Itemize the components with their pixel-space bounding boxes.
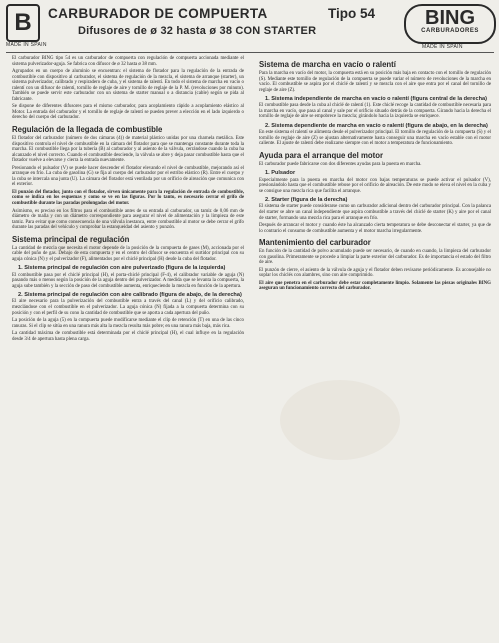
b-logo-icon <box>6 4 40 42</box>
document-subtitle: Difusores de ø 32 hasta ø 38 CON STARTER <box>78 25 317 37</box>
document-title: CARBURADOR DE COMPUERTA <box>48 6 268 21</box>
model-type: Tipo 54 <box>328 6 376 21</box>
page-header <box>6 4 494 52</box>
paragraph: En este sistema el ralentí se alimenta desde el pulverizador principal. El tornillo de regulación de la compuerta (S) y el tornillo de reglaje de aire (Z) se ajustan alternativamente hasta conseguir una marcha en vacío estable con el motor caliente. El ajuste de ralentí debe realizarse siempre con el motor a temperatura de funcionamiento. <box>259 130 491 147</box>
paragraph-bold: El aire que penetra en el carburador debe estar completamente limpio. Solamente las piezas originales BING aseguran un funcionamiento correcto del carburador. <box>259 280 491 292</box>
paragraph: El punzón de cierre, el asiento de la válvula de aguja y el flotador deben revisarse periódicamente. Es aconsejable no soplar los chiclés con alambres, sino con aire comprimido. <box>259 267 491 279</box>
logo-letter: B <box>14 9 32 36</box>
bing-logo-icon <box>404 4 496 44</box>
made-in-spain-right: MADE IN SPAIN <box>422 44 463 50</box>
paragraph: El combustible pasa por el chiclé principal (H), el porta-chiclé principal (F-4), el calibrador variable de aguja (N) pasando más o menos según la posición de la aguja dentro del pulverizador. A medida que se levanta la compuerta, la aguja sube también y la sección de paso del combustible aumenta, enriqueciendo la mezcla en función de la apertura. <box>12 272 244 289</box>
paragraph: En función de la cantidad de polvo acumulado puede ser necesario, de cuando en cuando, la limpieza del carburador con gasolina. Primeramente se procede a limpiar la parte exterior del carburador. Es de importancia el estado del filtro de aire. <box>259 249 491 266</box>
paragraph: Asimismo, es preciso en los filtros para el combustible antes de su entrada al carburador, un tamiz de 0,06 mm de diámetro de malla y con un diámetro correspondiente para asegurar el nivel de alimentación y la limpieza de este tamiz. Para evitar que como consecuencia de una válvula inestanca, entre combustible al motor se debe cerrar el grifo durante las paradas del vehículo y comprobar la estanqueidad del asiento y punzón. <box>12 208 244 231</box>
paragraph: Agrupados en un cuerpo de aluminio se encuentran: el sistema de flotador para la regulación de la entrada de combustible con dispositivo al carburador, el sistema de regulación de la mezcla, el sistema de arranque (starter), un sistema pulverizador, calibrado y respiradero de cuba, y el sistema de ralentí. En todo el sistema de marcha en vacío o ralentí con un difusor de ralentí, tornillo de reglaje de aire y tornillo de reglaje de la P. M. (revoluciones por minuto). También se puede servir este carburador con un sistema de starter manual o a distancia (cable) según se pida al fabricante. <box>12 69 244 102</box>
paragraph: Después de arrancar el motor y cuando éste ha alcanzado cierta temperatura se debe desconectar el starter, ya que de lo contrario el consumo de combustible aumenta y el motor marcha irregularmente. <box>259 223 491 234</box>
paragraph: El carburador puede fabricarse con dos diferentes ayudas para la puesta en marcha. <box>259 161 422 167</box>
paragraph: Se dispone de diferentes difusores para el mismo carburador, para acoplamiento rápido a acoplamiento elástico al Motor. La entrada del carburador y el tornillo de reglaje de ralentí se pueden prever a elección en el lado izquierdo o derecho del cuerpo del carburador. <box>12 104 244 121</box>
section-heading: Sistema de marcha en vacío o ralentí <box>259 60 396 69</box>
brand-name: BING <box>425 7 475 29</box>
left-column <box>12 56 244 344</box>
brand-subtitle: CARBURADORES <box>421 28 479 34</box>
subsection-heading: 1. Sistema independiente de marcha en vacío o ralentí (figura central de la derecha) <box>265 96 487 103</box>
paragraph: El aire necesario para la pulverización del combustible entra a través del canal (L) y del orificio calibrado, mezclándose con el combustible en el pulverizador. La aguja cónica (N) fijada a la compuerta determina con su posición y con el perfil de su cono la cantidad de combustible que se aporta a cada apertura del puño. <box>12 299 244 316</box>
made-in-spain-left: MADE IN SPAIN <box>6 42 47 48</box>
subsection-heading: 1. Sistema principal de regulación con aire pulverizado (figura de la izquierda) <box>18 265 226 272</box>
paragraph: Para la marcha en vacío del motor, la compuerta está en su posición más baja en contacto con el tornillo de regulación (S). Mediante este tornillo de regulación de la compuerta se puede variar el número de revoluciones de la marcha en vacío. El combustible se aspira por el chiclé de ralentí y se mezcla con el aire que entra por el canal del tornillo de reglaje de aire (Z). <box>259 71 491 93</box>
paragraph: El carburador BING tipo 54 es un carburador de compuerta con regulación de compuerta accionada mediante el sistema pulverizador-aguja. Se fabrica con difusor de ø 32 hasta ø 38 mm. <box>12 56 244 67</box>
paragraph: El sistema de starter puede considerarse como un carburador adicional dentro del carburador principal. Con la palanca del starter se abre un canal independiente que aspira combustible a través del chiclé de starter (K) y aire por el canal de starter, formando una mezcla rica para el arranque en frío. <box>259 204 491 221</box>
subsection-heading: 2. Starter (figura de la derecha) <box>265 197 348 204</box>
section-heading: Regulación de la llegada de combustible <box>12 125 163 135</box>
paragraph: La cantidad máxima de combustible está determinada por el chiclé principal (H), el cual influye en la regulación desde 3/4 de apertura hasta plena carga. <box>12 331 244 342</box>
section-heading: Mantenimiento del carburador <box>259 238 371 248</box>
side-imprint <box>2 480 10 630</box>
paragraph: La posición de la aguja (5) en la compuerta puede modificarse mediante el clip de retención (T) en una de las cinco ranuras. Si el clip se sitúa en una ranura más alta la mezcla resulta más pobre; en una ranura más baja, más rica. <box>12 318 244 329</box>
paragraph: El flotador del carburador (número de dos cámaras (4)) de material plástico unidas por una charnela metálica. Este dispositivo controla el nivel de combustible en la cámara del flotador para que se mantenga constante durante toda la marcha. El combustible llega por la tubería (B) al carburador y al asiento de la válvula, cerrándose cuando la cuba ha alcanzado el nivel correcto. Cuando el combustible desciende, la válvula se abre y deja pasar combustible hasta que el flotador vuelve a elevarse y cierra la entrada nuevamente. <box>12 136 244 164</box>
subsection-heading: 1. Pulsador <box>265 170 296 177</box>
right-column <box>259 56 491 294</box>
header-divider <box>6 52 494 53</box>
subsection-heading: 2. Sistema principal de regulación con aire calibrado (figura de abajo, de la derecha) <box>18 292 242 299</box>
paragraph: Presionando el pulsador (V) se puede hacer descender el flotador elevando el nivel de combustible, mejorando así el arranque en frío. La cuba de gasolina (G) se fija al cuerpo del carburador por el estribo elástico (R). Entre el cuerpo y la cuba se intercala una junta (U). La cámara del flotador está ventilada por un orificio de aireación que comunica con el exterior. <box>12 165 244 188</box>
paragraph: Especialmente para la puesta en marcha del motor con bajas temperaturas se puede activar el pulsador (V), presionándolo hasta que el combustible rebose por el orificio de aireación. De este modo se eleva el nivel en la cuba y se consigue una mezcla rica que facilita el arranque. <box>259 177 491 194</box>
section-heading: Sistema principal de regulación <box>12 234 130 244</box>
paragraph: La cantidad de mezcla que necesita el motor depende de la posición de la compuerta de gases (M), accionada por el cable del puño de gas. Debajo de esta compuerta y en el centro del difusor se encuentra el surtidor principal con su aguja cónica (N) y el pulverizador (F), alimentados por el chiclé principal (H) desde la cuba del flotador. <box>12 245 244 262</box>
section-heading: Ayuda para el arranque del motor <box>259 150 384 160</box>
paragraph: El combustible pasa desde la cuba al chiclé de ralentí (1). Este chiclé recoge la cantidad de combustible necesaria para la marcha en vacío, que pasa al canal y sale por el orificio situado detrás de la compuerta. Girando hacia la derecha el tornillo de reglaje de aire se empobrece la mezcla; girándolo hacia la izquierda se enriquece. <box>259 103 491 120</box>
paragraph-bold: El punzón del flotador, junto con el flotador, sirven únicamente para la regulación de entrada de combustible, como se indica en los esquemas y como se ve en las figuras. Por lo tanto, es necesario cerrar el grifo de combustible durante las paradas prolongadas del motor. <box>12 189 244 207</box>
paper-stain <box>280 380 400 460</box>
subsection-heading: 2. Sistema dependiente de marcha en vacío o ralentí (figura de abajo, en la derecha) <box>265 123 488 130</box>
